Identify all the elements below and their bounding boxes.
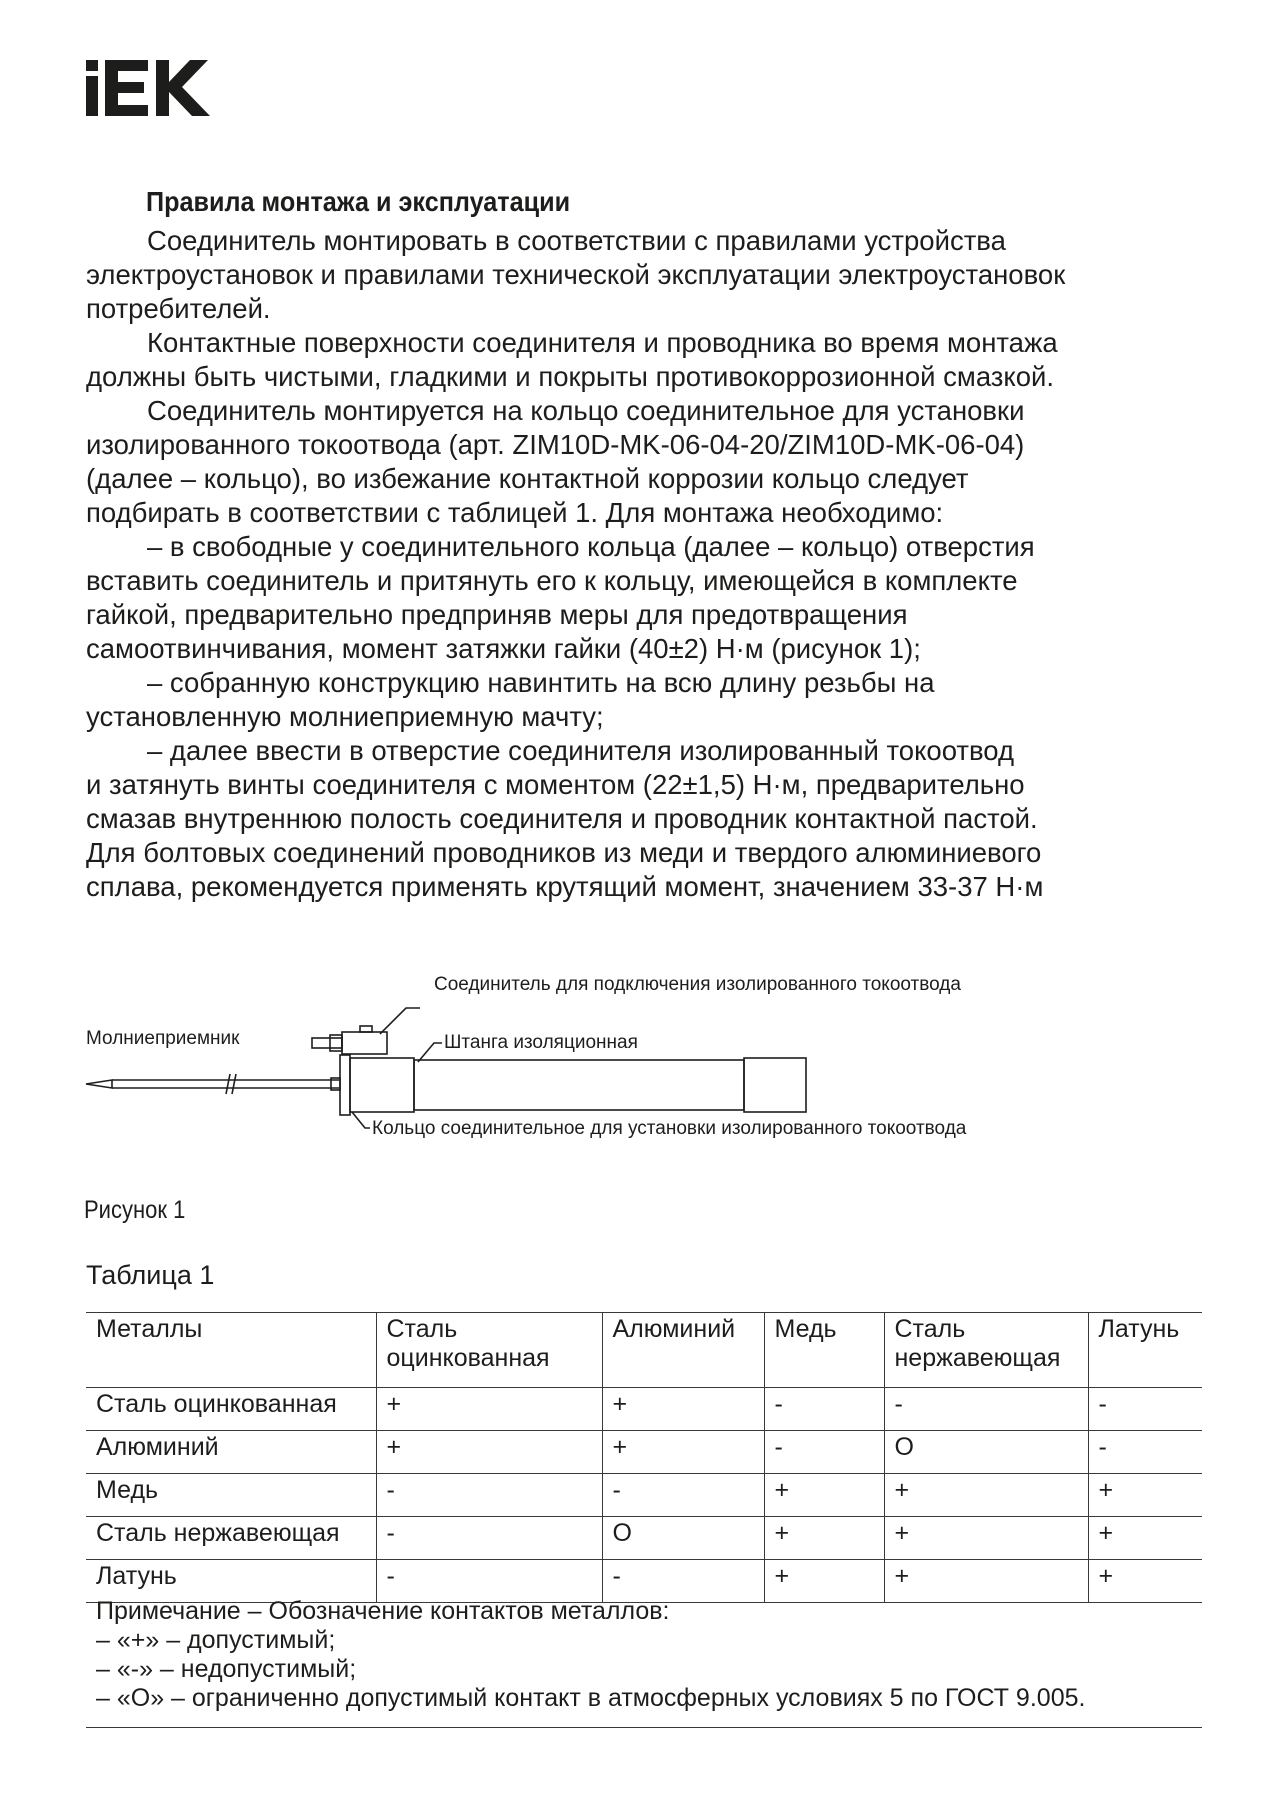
table-cell: + bbox=[884, 1560, 1088, 1603]
installation-text bbox=[86, 224, 1196, 904]
lightning-rod-shaft bbox=[112, 1080, 340, 1088]
table-cell: + bbox=[1088, 1474, 1202, 1517]
table-cell: О bbox=[884, 1431, 1088, 1474]
lightning-rod-label: Молниеприемник bbox=[86, 1028, 240, 1049]
table-row bbox=[86, 1431, 1202, 1474]
connector-screw-top bbox=[360, 1026, 372, 1032]
text-line: – собранную конструкцию навинтить на всю длину резьбы на bbox=[147, 667, 935, 698]
table-cell: - bbox=[602, 1474, 764, 1517]
table-cell: + bbox=[764, 1560, 884, 1603]
ring-collar bbox=[350, 1058, 414, 1112]
text-line: изолированного токоотвода (арт. ZIM10D-MK-06-04-20/ZIM10D-MK-06-04) bbox=[86, 429, 1025, 460]
table-row bbox=[86, 1388, 1202, 1431]
text-line: самоотвинчивания, момент затяжки гайки (40±2) Н·м (рисунок 1); bbox=[86, 633, 921, 664]
end-cap bbox=[744, 1058, 806, 1112]
table-cell: + bbox=[884, 1474, 1088, 1517]
rod-leader bbox=[418, 1043, 442, 1062]
text-line: потребителей. bbox=[86, 293, 271, 324]
lightning-rod-tip bbox=[86, 1080, 112, 1088]
note-line: Примечание – Обозначение контактов металлов: bbox=[96, 1597, 670, 1625]
row-header: Алюминий bbox=[86, 1431, 376, 1474]
ring-label: Кольцо соединительное для установки изолированного токоотвода bbox=[372, 1118, 967, 1139]
table-cell: + bbox=[764, 1474, 884, 1517]
table-header-row bbox=[86, 1313, 1202, 1388]
connector-label: Соединитель для подключения изолированного токоотвода bbox=[434, 974, 961, 995]
table-cell: - bbox=[764, 1431, 884, 1474]
insulating-rod-label: Штанга изоляционная bbox=[444, 1032, 638, 1053]
row-header: Сталь нержавеющая bbox=[86, 1517, 376, 1560]
table-cell: + bbox=[376, 1431, 602, 1474]
connector-body bbox=[342, 1032, 387, 1054]
ring-plate bbox=[340, 1055, 350, 1115]
figure-1-diagram bbox=[80, 960, 1100, 1180]
column-header: Металлы bbox=[86, 1313, 376, 1388]
row-header: Сталь оцинкованная bbox=[86, 1388, 376, 1431]
row-header: Медь bbox=[86, 1474, 376, 1517]
column-header: Медь bbox=[764, 1313, 884, 1388]
table-cell: - bbox=[376, 1560, 602, 1603]
table-cell: - bbox=[884, 1388, 1088, 1431]
note-line: – «+» – допустимый; bbox=[96, 1626, 336, 1654]
column-header: Латунь bbox=[1088, 1313, 1202, 1388]
text-line: Соединитель монтируется на кольцо соединительное для установки bbox=[147, 395, 1025, 426]
text-line: должны быть чистыми, гладкими и покрыты противокоррозионной смазкой. bbox=[86, 361, 1055, 392]
note-line: – «О» – ограниченно допустимый контакт в атмосферных условиях 5 по ГОСТ 9.005. bbox=[96, 1684, 1086, 1712]
text-line: и затянуть винты соединителя с моментом (22±1,5) Н·м, предварительно bbox=[86, 769, 1025, 800]
section-title: Правила монтажа и эксплуатации bbox=[146, 186, 571, 217]
text-line: сплава, рекомендуется применять крутящий момент, значением 33-37 Н·м bbox=[86, 871, 1044, 902]
table-row bbox=[86, 1517, 1202, 1560]
table-row bbox=[86, 1474, 1202, 1517]
text-line: установленную молниеприемную мачту; bbox=[86, 701, 604, 732]
text-line: смазав внутреннюю полость соединителя и проводник контактной пастой. bbox=[86, 803, 1038, 834]
table-cell: - bbox=[376, 1517, 602, 1560]
table-note bbox=[86, 1597, 1202, 1728]
text-line: гайкой, предварительно предприняв меры для предотвращения bbox=[86, 599, 908, 630]
connector-leader bbox=[380, 1008, 420, 1034]
iek-logo bbox=[86, 60, 210, 121]
table-cell: - bbox=[1088, 1431, 1202, 1474]
table-cell: - bbox=[1088, 1388, 1202, 1431]
text-line: электроустановок и правилами технической эксплуатации электроустановок bbox=[86, 259, 1066, 290]
insulating-rod bbox=[414, 1060, 744, 1110]
table-cell: + bbox=[1088, 1560, 1202, 1603]
figure-caption: Рисунок 1 bbox=[84, 1196, 186, 1224]
iek-logo-mark bbox=[86, 60, 210, 116]
table-caption: Таблица 1 bbox=[86, 1260, 215, 1290]
table-cell: - bbox=[602, 1560, 764, 1603]
text-line: Контактные поверхности соединителя и проводника во время монтажа bbox=[147, 327, 1058, 358]
text-line: подбирать в соответствии с таблицей 1. Для монтажа необходимо: bbox=[86, 497, 944, 528]
connector-bolt bbox=[312, 1038, 342, 1048]
text-line: – в свободные у соединительного кольца (далее – кольцо) отверстия bbox=[147, 531, 1035, 562]
text-line: Соединитель монтировать в соответствии с правилами устройства bbox=[147, 225, 1006, 256]
table-cell: + bbox=[1088, 1517, 1202, 1560]
table-cell: + bbox=[602, 1431, 764, 1474]
table-cell: + bbox=[602, 1388, 764, 1431]
column-header: Алюминий bbox=[602, 1313, 764, 1388]
column-header: Сталь нержавеющая bbox=[884, 1313, 1088, 1388]
row-header: Латунь bbox=[86, 1560, 376, 1603]
table-cell: - bbox=[376, 1474, 602, 1517]
ring-leader bbox=[352, 1112, 370, 1128]
text-line: вставить соединитель и притянуть его к кольцу, имеющейся в комплекте bbox=[86, 565, 1018, 596]
break-mark bbox=[226, 1074, 236, 1094]
metals-compatibility-table bbox=[86, 1312, 1202, 1603]
text-line: (далее – кольцо), во избежание контактной коррозии кольцо следует bbox=[86, 463, 969, 494]
column-header: Сталь оцинкованная bbox=[376, 1313, 602, 1388]
table-cell: + bbox=[764, 1517, 884, 1560]
text-line: – далее ввести в отверстие соединителя изолированный токоотвод bbox=[147, 735, 1015, 766]
table-cell: + bbox=[376, 1388, 602, 1431]
table-cell: + bbox=[884, 1517, 1088, 1560]
text-line: Для болтовых соединений проводников из меди и твердого алюминиевого bbox=[86, 837, 1042, 868]
table-cell: - bbox=[764, 1388, 884, 1431]
note-line: – «-» – недопустимый; bbox=[96, 1655, 357, 1683]
table-cell: О bbox=[602, 1517, 764, 1560]
